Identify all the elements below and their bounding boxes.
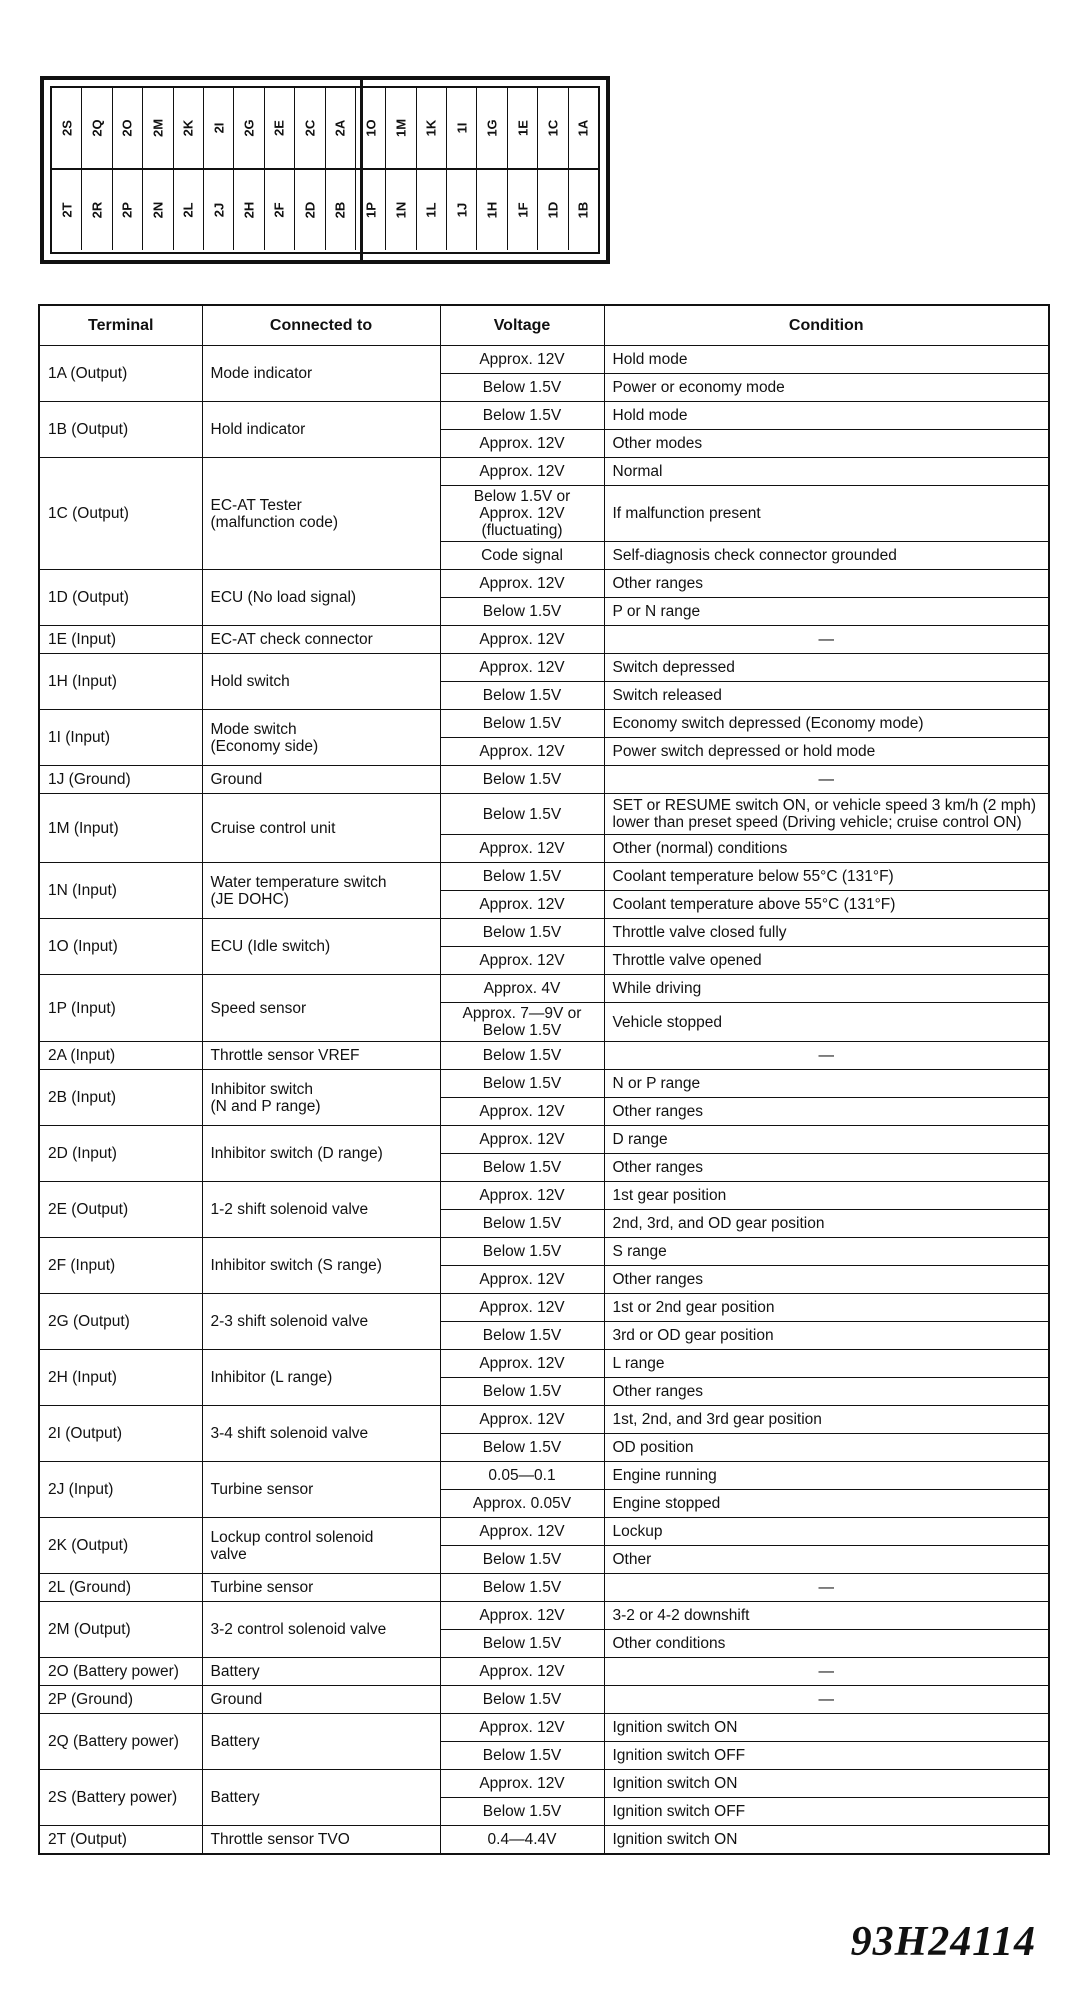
voltage-cell: Below 1.5V bbox=[440, 374, 604, 402]
pin-label: 2N bbox=[150, 201, 166, 219]
pin-label: 1P bbox=[363, 202, 379, 218]
condition-cell: Hold mode bbox=[604, 402, 1049, 430]
pin-label: 1K bbox=[423, 119, 439, 137]
table-row bbox=[39, 1686, 1049, 1714]
connected-to-cell: Ground bbox=[202, 1686, 440, 1714]
terminal-cell: 1P (Input) bbox=[39, 975, 202, 1042]
voltage-cell: Below 1.5V bbox=[440, 1042, 604, 1070]
condition-cell: 1st gear position bbox=[604, 1182, 1049, 1210]
voltage-cell: Approx. 12V bbox=[440, 1714, 604, 1742]
header-voltage: Voltage bbox=[440, 305, 604, 346]
connector-pin bbox=[569, 88, 598, 168]
header-terminal: Terminal bbox=[39, 305, 202, 346]
voltage-cell: Approx. 0.05V bbox=[440, 1490, 604, 1518]
voltage-cell: Approx. 12V bbox=[440, 346, 604, 374]
connector-pin bbox=[265, 88, 295, 168]
connected-to-cell: Inhibitor switch (S range) bbox=[202, 1238, 440, 1294]
connected-to-cell: ECU (No load signal) bbox=[202, 570, 440, 626]
pin-label: 1O bbox=[363, 119, 379, 137]
condition-cell: — bbox=[604, 766, 1049, 794]
table-row bbox=[39, 346, 1049, 374]
connector-pin bbox=[447, 170, 477, 250]
voltage-cell: Approx. 7—9V or Below 1.5V bbox=[440, 1003, 604, 1042]
condition-cell: Throttle valve closed fully bbox=[604, 919, 1049, 947]
connected-to-cell: Water temperature switch (JE DOHC) bbox=[202, 863, 440, 919]
connector-bottom-row bbox=[52, 170, 598, 250]
condition-cell: Other ranges bbox=[604, 1098, 1049, 1126]
condition-cell: Self-diagnosis check connector grounded bbox=[604, 542, 1049, 570]
table-row bbox=[39, 975, 1049, 1003]
terminal-cell: 2T (Output) bbox=[39, 1826, 202, 1855]
voltage-cell: Below 1.5V bbox=[440, 1378, 604, 1406]
pin-label: 1C bbox=[545, 119, 561, 137]
pin-label: 2S bbox=[59, 120, 75, 136]
voltage-cell: Approx. 12V bbox=[440, 1658, 604, 1686]
connected-to-cell: Inhibitor (L range) bbox=[202, 1350, 440, 1406]
connector-pin bbox=[538, 88, 568, 168]
pin-label: 2M bbox=[150, 118, 166, 138]
connected-to-cell: Cruise control unit bbox=[202, 794, 440, 863]
condition-cell: Coolant temperature above 55°C (131°F) bbox=[604, 891, 1049, 919]
condition-cell: S range bbox=[604, 1238, 1049, 1266]
voltage-cell: Approx. 12V bbox=[440, 1098, 604, 1126]
pin-label: 1M bbox=[393, 118, 409, 138]
voltage-cell: Approx. 12V bbox=[440, 1770, 604, 1798]
connector-pin bbox=[417, 88, 447, 168]
condition-cell: Throttle valve opened bbox=[604, 947, 1049, 975]
connector-pin bbox=[386, 88, 416, 168]
condition-cell: Power switch depressed or hold mode bbox=[604, 738, 1049, 766]
condition-cell: Ignition switch ON bbox=[604, 1826, 1049, 1855]
connector-pin bbox=[508, 170, 538, 250]
pin-label: 2K bbox=[180, 119, 196, 137]
condition-cell: Other ranges bbox=[604, 1266, 1049, 1294]
condition-cell: D range bbox=[604, 1126, 1049, 1154]
voltage-cell: Below 1.5V bbox=[440, 402, 604, 430]
voltage-cell: Below 1.5V bbox=[440, 766, 604, 794]
voltage-cell: Below 1.5V bbox=[440, 794, 604, 835]
voltage-cell: Approx. 12V bbox=[440, 891, 604, 919]
pin-label: 2P bbox=[119, 202, 135, 218]
condition-cell: Ignition switch OFF bbox=[604, 1742, 1049, 1770]
table-row bbox=[39, 863, 1049, 891]
condition-cell: — bbox=[604, 1686, 1049, 1714]
pin-label: 1E bbox=[515, 120, 531, 136]
terminal-cell: 2B (Input) bbox=[39, 1070, 202, 1126]
table-row bbox=[39, 766, 1049, 794]
connected-to-cell: Ground bbox=[202, 766, 440, 794]
condition-cell: Other ranges bbox=[604, 1154, 1049, 1182]
connector-pin bbox=[538, 170, 568, 250]
connected-to-cell: Throttle sensor TVO bbox=[202, 1826, 440, 1855]
connected-to-cell: ECU (Idle switch) bbox=[202, 919, 440, 975]
pin-label: 2Q bbox=[89, 119, 105, 137]
pin-label: 2B bbox=[332, 201, 348, 219]
condition-cell: Ignition switch ON bbox=[604, 1714, 1049, 1742]
connected-to-cell: Hold switch bbox=[202, 654, 440, 710]
pin-label: 2I bbox=[211, 122, 227, 134]
connector-pin bbox=[477, 88, 507, 168]
condition-cell: — bbox=[604, 1658, 1049, 1686]
voltage-cell: Approx. 12V bbox=[440, 738, 604, 766]
pin-label: 1I bbox=[454, 122, 470, 134]
connected-to-cell: Inhibitor switch (D range) bbox=[202, 1126, 440, 1182]
connected-to-cell: 1-2 shift solenoid valve bbox=[202, 1182, 440, 1238]
voltage-cell: Approx. 4V bbox=[440, 975, 604, 1003]
connector-top-row bbox=[52, 88, 598, 170]
table-row bbox=[39, 1182, 1049, 1210]
connected-to-cell: Battery bbox=[202, 1658, 440, 1686]
voltage-cell: Below 1.5V bbox=[440, 1546, 604, 1574]
pin-label: 1D bbox=[545, 201, 561, 219]
condition-cell: Other ranges bbox=[604, 1378, 1049, 1406]
condition-cell: Ignition switch OFF bbox=[604, 1798, 1049, 1826]
pin-label: 1A bbox=[575, 119, 591, 137]
connector-pin bbox=[204, 88, 234, 168]
table-row bbox=[39, 1406, 1049, 1434]
pin-label: 2C bbox=[302, 119, 318, 137]
voltage-cell: Below 1.5V bbox=[440, 710, 604, 738]
pin-label: 1H bbox=[484, 201, 500, 219]
condition-cell: SET or RESUME switch ON, or vehicle speed 3 km/h (2 mph) lower than preset speed (Driving vehicle; cruise control ON) bbox=[604, 794, 1049, 835]
connector-pin bbox=[113, 170, 143, 250]
pin-label: 2R bbox=[89, 201, 105, 219]
terminal-cell: 1A (Output) bbox=[39, 346, 202, 402]
condition-cell: — bbox=[604, 626, 1049, 654]
voltage-cell: Below 1.5V bbox=[440, 1630, 604, 1658]
connected-to-cell: Mode switch (Economy side) bbox=[202, 710, 440, 766]
condition-cell: — bbox=[604, 1574, 1049, 1602]
condition-cell: While driving bbox=[604, 975, 1049, 1003]
voltage-cell: Approx. 12V bbox=[440, 1350, 604, 1378]
terminal-cell: 2I (Output) bbox=[39, 1406, 202, 1462]
condition-cell: Other modes bbox=[604, 430, 1049, 458]
table-row bbox=[39, 1462, 1049, 1490]
table-row bbox=[39, 1770, 1049, 1798]
terminal-cell: 1I (Input) bbox=[39, 710, 202, 766]
connector-pin-diagram bbox=[40, 76, 610, 264]
pin-label: 2G bbox=[241, 119, 257, 137]
terminal-cell: 2H (Input) bbox=[39, 1350, 202, 1406]
terminal-cell: 2L (Ground) bbox=[39, 1574, 202, 1602]
table-row bbox=[39, 1042, 1049, 1070]
connector-pin bbox=[82, 88, 112, 168]
terminal-cell: 1E (Input) bbox=[39, 626, 202, 654]
connector-pin bbox=[234, 170, 264, 250]
pin-label: 1N bbox=[393, 201, 409, 219]
terminal-cell: 2O (Battery power) bbox=[39, 1658, 202, 1686]
connected-to-cell: EC-AT check connector bbox=[202, 626, 440, 654]
voltage-cell: Below 1.5V bbox=[440, 919, 604, 947]
condition-cell: Lockup bbox=[604, 1518, 1049, 1546]
voltage-cell: Approx. 12V bbox=[440, 654, 604, 682]
voltage-cell: Below 1.5V bbox=[440, 1434, 604, 1462]
connected-to-cell: Battery bbox=[202, 1714, 440, 1770]
table-row bbox=[39, 1126, 1049, 1154]
terminal-table bbox=[38, 304, 1050, 1855]
voltage-cell: Code signal bbox=[440, 542, 604, 570]
connector-pin bbox=[508, 88, 538, 168]
table-row bbox=[39, 794, 1049, 835]
voltage-cell: Approx. 12V bbox=[440, 430, 604, 458]
voltage-cell: Below 1.5V bbox=[440, 1798, 604, 1826]
connector-pin bbox=[52, 170, 82, 250]
voltage-cell: Approx. 12V bbox=[440, 570, 604, 598]
condition-cell: Normal bbox=[604, 458, 1049, 486]
voltage-cell: Below 1.5V bbox=[440, 1154, 604, 1182]
connected-to-cell: Turbine sensor bbox=[202, 1574, 440, 1602]
pin-label: 2H bbox=[241, 201, 257, 219]
terminal-cell: 2M (Output) bbox=[39, 1602, 202, 1658]
condition-cell: Engine stopped bbox=[604, 1490, 1049, 1518]
connected-to-cell: 3-2 control solenoid valve bbox=[202, 1602, 440, 1658]
connector-pin bbox=[265, 170, 295, 250]
voltage-cell: Below 1.5V bbox=[440, 1322, 604, 1350]
pin-label: 2J bbox=[211, 202, 227, 218]
voltage-cell: Approx. 12V bbox=[440, 835, 604, 863]
terminal-cell: 2G (Output) bbox=[39, 1294, 202, 1350]
voltage-cell: Approx. 12V bbox=[440, 1266, 604, 1294]
connected-to-cell: EC-AT Tester (malfunction code) bbox=[202, 458, 440, 570]
pin-label: 1F bbox=[515, 202, 531, 218]
table-row bbox=[39, 458, 1049, 486]
pin-label: 2E bbox=[271, 120, 287, 136]
header-connected-to: Connected to bbox=[202, 305, 440, 346]
terminal-cell: 2Q (Battery power) bbox=[39, 1714, 202, 1770]
condition-cell: 1st, 2nd, and 3rd gear position bbox=[604, 1406, 1049, 1434]
condition-cell: 3rd or OD gear position bbox=[604, 1322, 1049, 1350]
connector-pin bbox=[174, 88, 204, 168]
condition-cell: Other bbox=[604, 1546, 1049, 1574]
voltage-cell: 0.05—0.1 bbox=[440, 1462, 604, 1490]
table-row bbox=[39, 1574, 1049, 1602]
connector-pin bbox=[326, 170, 356, 250]
condition-cell: Switch depressed bbox=[604, 654, 1049, 682]
voltage-cell: Approx. 12V bbox=[440, 1602, 604, 1630]
connector-face bbox=[50, 86, 600, 254]
condition-cell: — bbox=[604, 1042, 1049, 1070]
connector-pin bbox=[234, 88, 264, 168]
condition-cell: 2nd, 3rd, and OD gear position bbox=[604, 1210, 1049, 1238]
table-row bbox=[39, 1826, 1049, 1855]
voltage-cell: Approx. 12V bbox=[440, 458, 604, 486]
terminal-cell: 2J (Input) bbox=[39, 1462, 202, 1518]
condition-cell: Other ranges bbox=[604, 570, 1049, 598]
pin-label: 2O bbox=[119, 119, 135, 137]
connected-to-cell: Mode indicator bbox=[202, 346, 440, 402]
voltage-cell: Approx. 12V bbox=[440, 1406, 604, 1434]
connector-pin bbox=[143, 88, 173, 168]
terminal-cell: 1J (Ground) bbox=[39, 766, 202, 794]
connector-pin bbox=[386, 170, 416, 250]
connector-pin bbox=[569, 170, 598, 250]
terminal-cell: 2S (Battery power) bbox=[39, 1770, 202, 1826]
table-row bbox=[39, 402, 1049, 430]
voltage-cell: Approx. 12V bbox=[440, 1294, 604, 1322]
table-row bbox=[39, 1294, 1049, 1322]
connector-pin bbox=[113, 88, 143, 168]
connected-to-cell: 2-3 shift solenoid valve bbox=[202, 1294, 440, 1350]
terminal-cell: 1B (Output) bbox=[39, 402, 202, 458]
connector-pin bbox=[204, 170, 234, 250]
condition-cell: OD position bbox=[604, 1434, 1049, 1462]
voltage-cell: Approx. 12V bbox=[440, 1518, 604, 1546]
terminal-cell: 2D (Input) bbox=[39, 1126, 202, 1182]
terminal-cell: 1M (Input) bbox=[39, 794, 202, 863]
terminal-cell: 1C (Output) bbox=[39, 458, 202, 570]
table-row bbox=[39, 654, 1049, 682]
voltage-cell: Below 1.5V bbox=[440, 863, 604, 891]
connector-pin bbox=[477, 170, 507, 250]
pin-label: 2T bbox=[59, 202, 75, 218]
condition-cell: Other (normal) conditions bbox=[604, 835, 1049, 863]
pin-label: 1G bbox=[484, 119, 500, 137]
table-row bbox=[39, 1350, 1049, 1378]
condition-cell: P or N range bbox=[604, 598, 1049, 626]
pin-label: 2A bbox=[332, 119, 348, 137]
connector-pin bbox=[143, 170, 173, 250]
condition-cell: L range bbox=[604, 1350, 1049, 1378]
condition-cell: Switch released bbox=[604, 682, 1049, 710]
terminal-cell: 2K (Output) bbox=[39, 1518, 202, 1574]
connected-to-cell: Turbine sensor bbox=[202, 1462, 440, 1518]
voltage-cell: Below 1.5V bbox=[440, 1574, 604, 1602]
connector-divider bbox=[360, 78, 363, 262]
condition-cell: Vehicle stopped bbox=[604, 1003, 1049, 1042]
pin-label: 2L bbox=[180, 202, 196, 218]
connected-to-cell: 3-4 shift solenoid valve bbox=[202, 1406, 440, 1462]
table-header-row bbox=[39, 305, 1049, 346]
terminal-cell: 2E (Output) bbox=[39, 1182, 202, 1238]
table-row bbox=[39, 710, 1049, 738]
connector-pin bbox=[417, 170, 447, 250]
voltage-cell: Below 1.5V or Approx. 12V (fluctuating) bbox=[440, 486, 604, 542]
terminal-cell: 1N (Input) bbox=[39, 863, 202, 919]
terminal-cell: 2A (Input) bbox=[39, 1042, 202, 1070]
condition-cell: Hold mode bbox=[604, 346, 1049, 374]
header-condition: Condition bbox=[604, 305, 1049, 346]
pin-label: 1B bbox=[575, 201, 591, 219]
pin-label: 2D bbox=[302, 201, 318, 219]
table-row bbox=[39, 570, 1049, 598]
voltage-cell: Below 1.5V bbox=[440, 1070, 604, 1098]
connector-pin bbox=[52, 88, 82, 168]
connector-pin bbox=[295, 88, 325, 168]
condition-cell: Coolant temperature below 55°C (131°F) bbox=[604, 863, 1049, 891]
condition-cell: 3-2 or 4-2 downshift bbox=[604, 1602, 1049, 1630]
condition-cell: Ignition switch ON bbox=[604, 1770, 1049, 1798]
pin-label: 2F bbox=[271, 202, 287, 218]
connected-to-cell: Hold indicator bbox=[202, 402, 440, 458]
table-row bbox=[39, 1518, 1049, 1546]
figure-code: 93H24114 bbox=[850, 1919, 1036, 1965]
connector-pin bbox=[295, 170, 325, 250]
terminal-cell: 1D (Output) bbox=[39, 570, 202, 626]
table-row bbox=[39, 1070, 1049, 1098]
connected-to-cell: Inhibitor switch (N and P range) bbox=[202, 1070, 440, 1126]
connector-pin bbox=[174, 170, 204, 250]
terminal-cell: 1H (Input) bbox=[39, 654, 202, 710]
table-row bbox=[39, 1602, 1049, 1630]
voltage-cell: Approx. 12V bbox=[440, 626, 604, 654]
table-row bbox=[39, 1238, 1049, 1266]
voltage-cell: Below 1.5V bbox=[440, 598, 604, 626]
terminal-cell: 2F (Input) bbox=[39, 1238, 202, 1294]
condition-cell: Other conditions bbox=[604, 1630, 1049, 1658]
connected-to-cell: Throttle sensor VREF bbox=[202, 1042, 440, 1070]
connector-pin bbox=[326, 88, 356, 168]
table-row bbox=[39, 1658, 1049, 1686]
connector-pin bbox=[447, 88, 477, 168]
connected-to-cell: Speed sensor bbox=[202, 975, 440, 1042]
voltage-cell: Below 1.5V bbox=[440, 1238, 604, 1266]
pin-label: 1J bbox=[454, 202, 470, 218]
table-row bbox=[39, 626, 1049, 654]
voltage-cell: Below 1.5V bbox=[440, 1686, 604, 1714]
voltage-cell: Below 1.5V bbox=[440, 682, 604, 710]
condition-cell: Engine running bbox=[604, 1462, 1049, 1490]
voltage-cell: Below 1.5V bbox=[440, 1210, 604, 1238]
voltage-cell: Below 1.5V bbox=[440, 1742, 604, 1770]
table-row bbox=[39, 919, 1049, 947]
condition-cell: Economy switch depressed (Economy mode) bbox=[604, 710, 1049, 738]
condition-cell: N or P range bbox=[604, 1070, 1049, 1098]
table-row bbox=[39, 1714, 1049, 1742]
condition-cell: 1st or 2nd gear position bbox=[604, 1294, 1049, 1322]
condition-cell: If malfunction present bbox=[604, 486, 1049, 542]
terminal-cell: 1O (Input) bbox=[39, 919, 202, 975]
connector-pin bbox=[82, 170, 112, 250]
voltage-cell: Approx. 12V bbox=[440, 947, 604, 975]
terminal-cell: 2P (Ground) bbox=[39, 1686, 202, 1714]
voltage-cell: 0.4—4.4V bbox=[440, 1826, 604, 1855]
pin-label: 1L bbox=[423, 202, 439, 218]
connected-to-cell: Battery bbox=[202, 1770, 440, 1826]
voltage-cell: Approx. 12V bbox=[440, 1182, 604, 1210]
voltage-cell: Approx. 12V bbox=[440, 1126, 604, 1154]
connected-to-cell: Lockup control solenoid valve bbox=[202, 1518, 440, 1574]
condition-cell: Power or economy mode bbox=[604, 374, 1049, 402]
